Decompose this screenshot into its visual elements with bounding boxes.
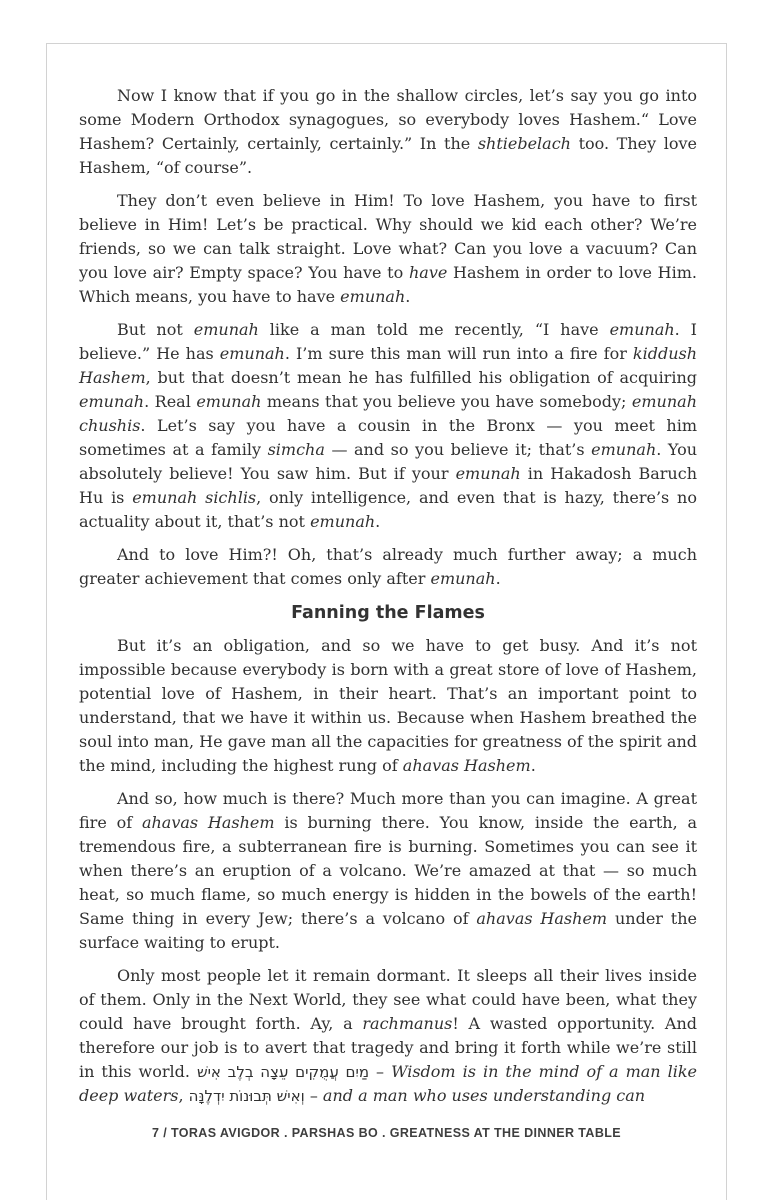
italic-text: have [408,263,448,282]
body-text [79,84,697,1117]
paragraph [79,84,697,180]
italic-text: kiddush Hashem [79,344,698,387]
text-run: . Let’s say you have a cousin in the Bronx — you meet him sometimes at a family [79,416,697,459]
text-run: . You absolutely believe! You saw him. But if your [79,440,698,483]
text-run: They don’t even believe in Him! To love Hashem, you have to first believe in Him! Let’s be practical. Why should we kid each other? We’re friends, so we can talk straight. Love what? Can you love a vacuum? Can you love air? Empty space? You have to [79,191,697,282]
italic-text: and a man who uses understanding can [322,1086,646,1105]
paragraph [79,964,697,1108]
text-run: But not [117,320,194,339]
italic-text: emunah [79,392,145,411]
text-run: under the surface waiting to erupt. [79,909,698,952]
text-run: . [530,756,536,775]
italic-text: shtiebelach [477,134,571,153]
italic-text: emunah sichlis [132,488,257,507]
text-run: means that you believe you have somebody; [261,392,632,411]
text-run: Now I know that if you go in the shallow circles, let’s say you go into some Modern Orthodox synagogues, so everybody loves Hashem.“ Love Hashem? Certainly, certainly, certainly.” In the [79,86,697,153]
paragraph [79,189,697,309]
italic-text: emunah [591,440,657,459]
text-run: – [369,1062,392,1081]
text-run: Hashem in order to love Him. Which means, you have to have [79,263,698,306]
paragraph [79,787,697,955]
text-run: – [304,1086,323,1105]
paragraph [79,634,697,778]
text-run: in Hakadosh Baruch Hu is [79,464,698,507]
italic-text: emunah [196,392,262,411]
italic-text: emunah chushis [79,392,697,435]
text-run: is burning there. You know, inside the earth, a tremendous fire, a subterranean fire is burning. Sometimes you can see it when there’s an eruption of a volcano. We’re amazed at that — so much heat, so much flame, so much energy is hidden in the bowels of the earth! Same thing in every Jew; there’s a volcano of [79,813,697,928]
italic-text: simcha [267,440,325,459]
text-run: . [495,569,501,588]
italic-text: emunah [193,320,259,339]
text-run: ! A wasted opportunity. And therefore our job is to avert that tragedy and bring it forth while we’re still in this world. [79,1014,698,1081]
italic-text: ahavas Hashem [476,909,608,928]
text-run: too. They love Hashem, “of course”. [79,134,697,177]
section-heading [79,600,697,626]
hebrew-text: מַיִם עֲמֻקִים עֵצָה בְלֶב אִישׁ [196,1063,370,1081]
hebrew-text: וְאִישׁ תְּבוּנוֹת יִדְלֶנָּה [188,1087,305,1105]
text-run: And to love Him?! Oh, that’s already much further away; a much greater achievement that comes only after [79,545,697,588]
text-run: Only most people let it remain dormant. It sleeps all their lives inside of them. Only in the Next World, they see what could have been, what they could have brought forth. Ay, a [79,966,697,1033]
text-run: . [405,287,411,306]
text-run: , only intelligence, and even that is hazy, there’s no actuality about it, that’s not [79,488,697,531]
text-run: — and so you believe it; that’s [324,440,592,459]
italic-text: emunah [310,512,376,531]
paragraph [79,318,697,534]
italic-text: ahavas Hashem [141,813,275,832]
paragraph [79,543,697,591]
text-run: . I’m sure this man will run into a fire for [284,344,633,363]
italic-text: emunah [609,320,675,339]
page-footer: 7 / TORAS AVIGDOR . PARSHAS BO . GREATNESS AT THE DINNER TABLE [151,1126,622,1140]
text-run: . I believe.” He has [79,320,698,363]
italic-text: Wisdom is in the mind of a man like deep waters [79,1062,698,1105]
italic-text: rachmanus [362,1014,453,1033]
italic-text: ahavas Hashem [402,756,531,775]
text-run: And so, how much is there? Much more than you can imagine. A great fire of [79,789,697,832]
italic-text: emunah [340,287,406,306]
text-run: , [178,1086,189,1105]
text-run: Fanning the Flames [291,603,485,623]
text-run: . [375,512,381,531]
text-run: But it’s an obligation, and so we have to get busy. And it’s not impossible because everybody is born with a great store of love of Hashem, potential love of Hashem, in their heart. That’s an important point to understand, that we have it within us. Because when Hashem breathed the soul into man, He gave man all the capacities for greatness of the spirit and the mind, including the highest rung of [79,636,697,775]
page-sheet [46,43,727,1200]
italic-text: emunah [455,464,521,483]
text-run: like a man told me recently, “I have [258,320,610,339]
italic-text: emunah [219,344,285,363]
text-run: . Real [144,392,197,411]
italic-text: emunah [430,569,496,588]
text-run: , but that doesn’t mean he has fulfilled his obligation of acquiring [145,368,697,387]
